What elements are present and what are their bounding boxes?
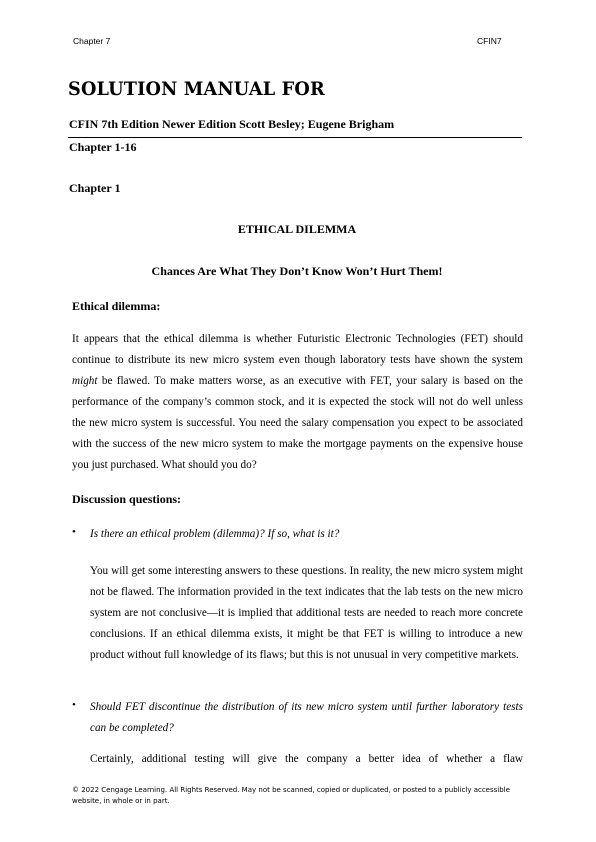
chapter-heading: Chapter 1 [69,181,121,195]
bullet-icon: • [72,526,76,538]
section-heading: ETHICAL DILEMMA [237,222,357,236]
document-title: SOLUTION MANUAL FOR [68,78,325,100]
section-subheading: Chances Are What They Don’t Know Won’t Hurt Them! [151,264,443,278]
title-divider [68,137,522,138]
answer-1: You will get some interesting answers to these questions. In reality, the new micro system might not be flawed. The information provided in the text indicates that the lab tests on the new micro system are not conclusive—it is implied that additional tests are needed to reach more concrete conclusions. If an ethical dilemma exists, it might be that FET is willing to introduce a new product without full knowledge of its flaws; but this is not unusual in very competitive markets. [90,565,523,661]
paragraph-text: It appears that the ethical dilemma is whether Futuristic Electronic Technologies (FET) should continue to distribute its new micro system even though laboratory tests have shown the system [72,333,523,366]
copyright-footer: © 2022 Cengage Learning. All Rights Reserved. May not be scanned, copied or duplicated, or posted to a publicly accessible website, in whole or in part. [72,786,510,805]
ethical-dilemma-paragraph [72,329,523,476]
paragraph-text: be flawed. To make matters worse, as an executive with FET, your salary is based on the performance of the company’s common stock, and it is expected the stock will not do well unless the new micro system is successful. You need the salary compensation you expect to be associated with the success of the new micro system to make the mortgage payments on the expensive house you just purchased. What should you do? [72,375,523,471]
paragraph-emphasis: might [72,375,98,387]
document-subtitle: CFIN 7th Edition Newer Edition Scott Besley; Eugene Brigham [69,117,395,131]
running-header-left: Chapter 7 [73,36,111,46]
question-2: Should FET discontinue the distribution of its new micro system until further laboratory tests can be completed? [90,701,523,734]
question-1: Is there an ethical problem (dilemma)? If so, what is it? [90,528,340,540]
chapter-range: Chapter 1-16 [69,140,137,154]
ethical-dilemma-label: Ethical dilemma: [72,299,161,313]
bullet-icon: • [72,699,76,711]
answer-2: Certainly, additional testing will give the company a better idea of whether a flaw [90,753,523,765]
running-header-right: CFIN7 [477,36,502,46]
discussion-questions-label: Discussion questions: [72,492,182,506]
